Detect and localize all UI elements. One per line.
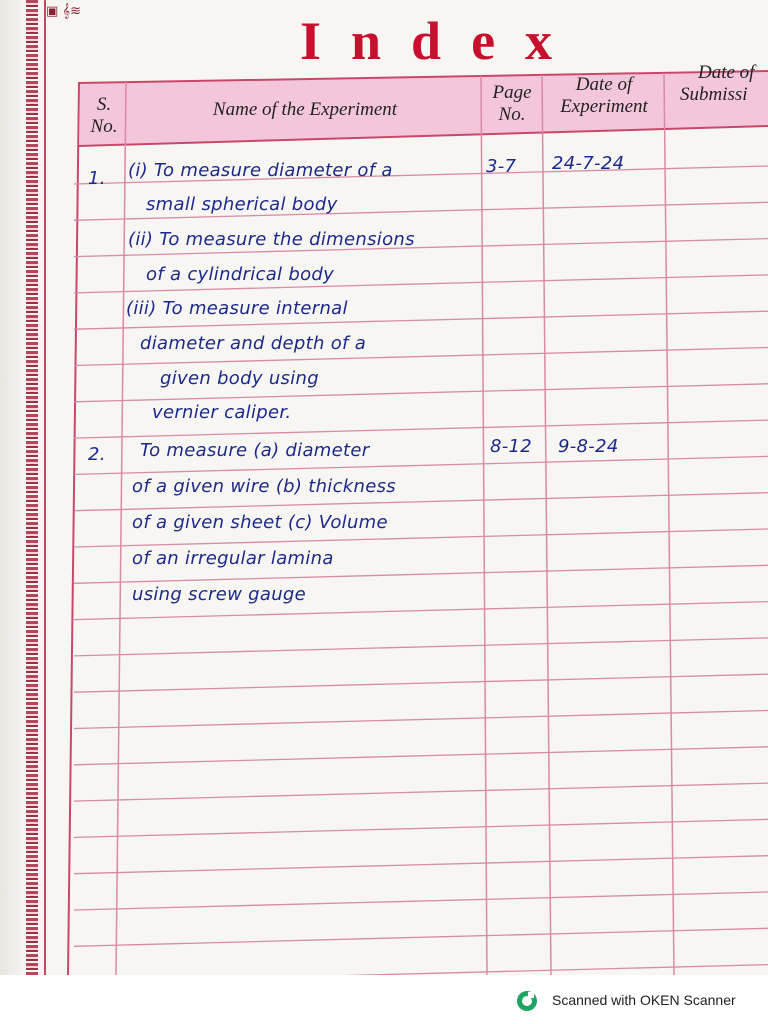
- column-line-2: [481, 76, 487, 975]
- entry-1-line-7: given body using: [160, 368, 319, 389]
- ruled-line: [74, 928, 768, 946]
- ruled-line: [74, 783, 768, 801]
- entry-2-line-2: of a given wire (b) thickness: [132, 476, 396, 497]
- header-dos-line1: Date of: [698, 62, 755, 83]
- header-s-no: [82, 94, 126, 138]
- ruled-line: [74, 747, 768, 765]
- column-line-3: [542, 75, 551, 975]
- entry-1-line-2: small spherical body: [146, 194, 338, 215]
- header-page-line1: Page: [492, 82, 532, 103]
- header-date-experiment: [544, 74, 664, 118]
- entry-1-line-1: (i) To measure diameter of a: [128, 160, 393, 181]
- ruled-line: [74, 674, 768, 692]
- header-date-submission: [670, 62, 768, 106]
- entry-1-date-experiment: 24-7-24: [552, 153, 625, 174]
- ruled-lines: [74, 166, 768, 975]
- scanner-logo-icon: [516, 990, 538, 1012]
- entry-1-line-6: diameter and depth of a: [140, 333, 367, 354]
- corner-ornament-icon: ▣ 𝄞≋: [46, 4, 81, 19]
- entry-1-sno: 1.: [88, 168, 106, 189]
- entry-2-line-3: of a given sheet (c) Volume: [132, 512, 388, 533]
- ruled-line: [74, 856, 768, 874]
- ruled-line: [74, 965, 768, 975]
- scanner-watermark-text: Scanned with OKEN Scanner: [552, 992, 736, 1008]
- entry-2-page: 8-12: [490, 436, 533, 457]
- ruled-line: [74, 892, 768, 910]
- entry-1-line-4: of a cylindrical body: [146, 264, 335, 285]
- entry-2-date-experiment: 9-8-24: [558, 436, 619, 457]
- ruled-line: [74, 819, 768, 837]
- ruled-line: [74, 711, 768, 729]
- column-line-1: [116, 82, 126, 975]
- header-doe-line1: Date of: [575, 74, 633, 95]
- column-line-4: [664, 73, 674, 975]
- ruled-line: [74, 638, 768, 656]
- entry-1-line-8: vernier caliper.: [152, 402, 292, 423]
- entry-1-line-3: (ii) To measure the dimensions: [128, 229, 415, 250]
- entry-2-line-1: To measure (a) diameter: [140, 440, 370, 461]
- entry-2-sno: 2.: [88, 444, 106, 465]
- header-doe-line2: Experiment: [560, 96, 648, 117]
- header-dos-line2: Submissi: [680, 84, 748, 105]
- entry-2-line-5: using screw gauge: [132, 584, 306, 605]
- page-title: Index: [300, 11, 583, 71]
- header-name: Name of the Experiment: [212, 99, 398, 120]
- entry-1-line-5: (iii) To measure internal: [126, 298, 348, 319]
- column-line-left: [68, 83, 79, 975]
- header-page: [483, 82, 541, 126]
- header-s-no-line2: No.: [90, 116, 118, 137]
- header-s-no-line1: S.: [96, 94, 112, 115]
- entry-2-line-4: of an irregular lamina: [132, 548, 334, 569]
- entry-1-page: 3-7: [486, 156, 517, 177]
- header-page-line2: No.: [498, 104, 526, 125]
